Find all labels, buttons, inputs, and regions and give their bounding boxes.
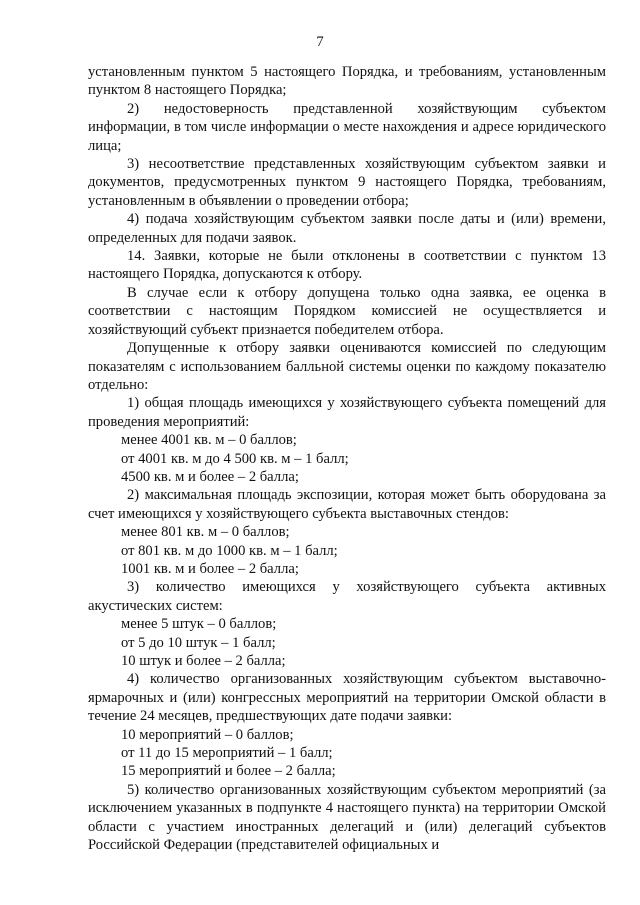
page-number: 7 [316, 34, 324, 50]
document-paragraph: Допущенные к отбору заявки оцениваются комиссией по следующим показателям с использованием балльной системы оценки по каждому показателю отдельно: [88, 340, 606, 393]
document-paragraph: установленным пунктом 5 настоящего Порядка, и требованиям, установленным пунктом 8 настоящего Порядка; [88, 64, 606, 99]
score-criterion-line: 4500 кв. м и более – 2 балла; [121, 468, 299, 485]
document-paragraph: 2) недостоверность представленной хозяйствующим субъектом информации, в том числе информации о месте нахождения и адресе юридического лица; [88, 100, 606, 154]
score-criterion-line: 15 мероприятий и более – 2 балла; [121, 763, 336, 780]
document-body [88, 63, 606, 854]
score-criterion-line: менее 5 штук – 0 баллов; [121, 616, 277, 633]
document-paragraph: В случае если к отбору допущена только одна заявка, ее оценка в соответствии с настоящим Порядком комиссией не осуществляется и хозяйствующий субъект признается победителем отбора. [88, 284, 606, 338]
score-criterion-line: от 4001 кв. м до 4 500 кв. м – 1 балл; [121, 450, 349, 467]
document-paragraph: 14. Заявки, которые не были отклонены в соответствии с пунктом 13 настоящего Порядка, допускаются к отбору. [88, 248, 606, 283]
score-criterion-line: 10 штук и более – 2 балла; [121, 653, 286, 669]
score-criterion-line: от 801 кв. м до 1000 кв. м – 1 балл; [121, 542, 338, 559]
document-paragraph: 3) несоответствие представленных хозяйствующим субъектом заявки и документов, предусмотренных пунктом 9 настоящего Порядка, требованиям, установленным в объявлении о проведении отбора; [88, 156, 606, 209]
document-paragraph: 2) максимальная площадь экспозиции, которая может быть оборудована за счет имеющихся у хозяйствующего субъекта выставочных стендов: [88, 487, 606, 522]
score-criterion-line: 1001 кв. м и более – 2 балла; [121, 560, 299, 577]
document-paragraph: 1) общая площадь имеющихся у хозяйствующего субъекта помещений для проведения мероприятий: [88, 395, 606, 430]
document-paragraph: 4) количество организованных хозяйствующим субъектом выставочно-ярмарочных и (или) конгрессных мероприятий на территории Омской области в течение 24 месяцев, предшествующих дате подачи заявки: [88, 671, 606, 725]
score-criterion-line: от 5 до 10 штук – 1 балл; [121, 634, 276, 651]
document-paragraph: 5) количество организованных хозяйствующим субъектом мероприятий (за исключением указанных в подпункте 4 настоящего пункта) на территории Омской области с участием иностранных делегаций и (или) делегаций субъектов Российской Федерации (представителей официальных и [88, 781, 606, 854]
score-criterion-line: 10 мероприятий – 0 баллов; [121, 726, 294, 743]
document-paragraph: 4) подача хозяйствующим субъектом заявки после даты и (или) времени, определенных для подачи заявок. [88, 211, 606, 246]
score-criterion-line: от 11 до 15 мероприятий – 1 балл; [121, 745, 333, 762]
score-criterion-line: менее 801 кв. м – 0 баллов; [121, 524, 290, 541]
score-criterion-line: менее 4001 кв. м – 0 баллов; [121, 432, 297, 449]
document-paragraph: 3) количество имеющихся у хозяйствующего субъекта активных акустических систем: [88, 579, 606, 614]
